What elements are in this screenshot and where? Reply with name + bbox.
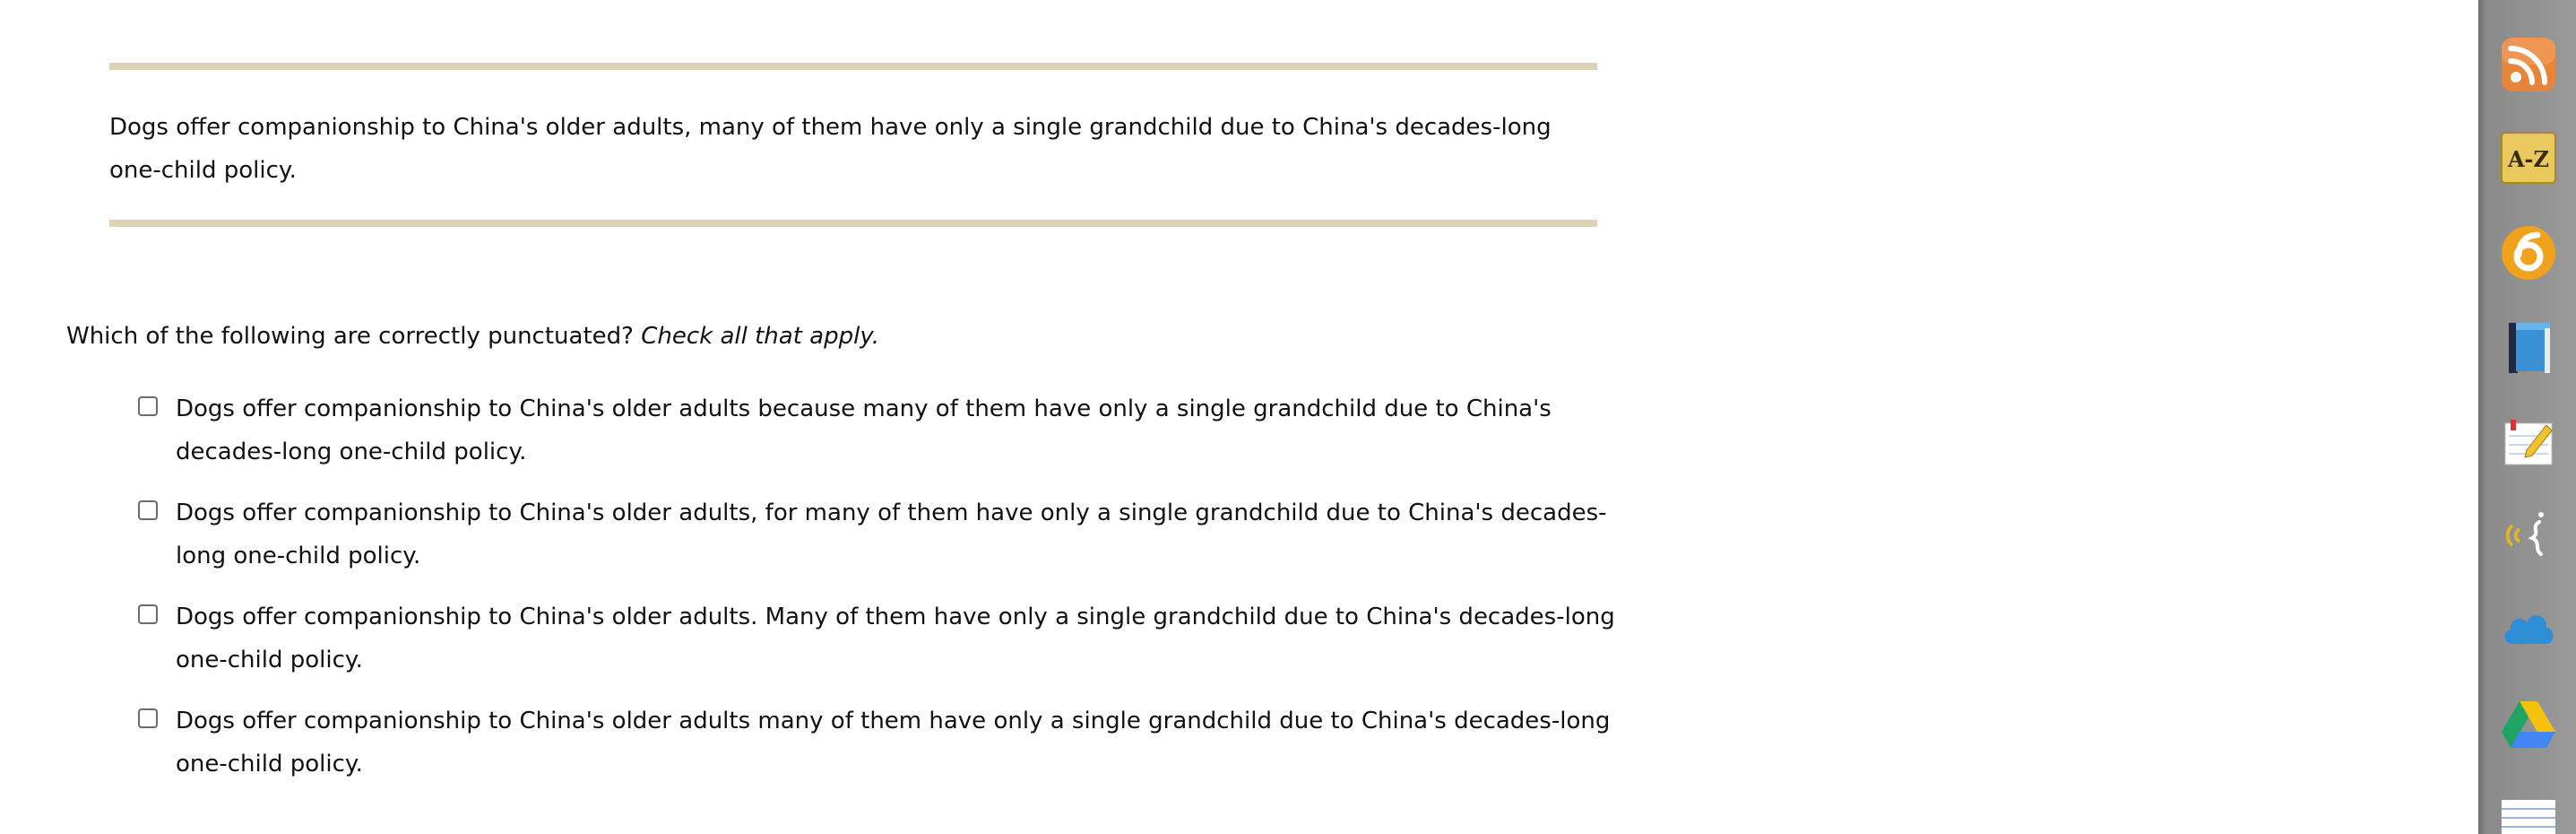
answer-option-4[interactable] bbox=[136, 699, 1660, 804]
quote-bottom-rule bbox=[109, 220, 1597, 227]
quote-text: Dogs offer companionship to China's older adults, many of them have only a single grandchild due to China's decades-long one-child policy. bbox=[109, 114, 1552, 184]
app-dock bbox=[2478, 0, 2576, 834]
option-2-checkbox[interactable] bbox=[138, 500, 158, 520]
option-4-checkbox[interactable] bbox=[138, 708, 158, 728]
rss-feed-icon[interactable] bbox=[2500, 36, 2557, 93]
dictionary-icon-text: A-Z bbox=[2507, 146, 2550, 172]
answer-options bbox=[136, 387, 1660, 804]
question-instruction: Check all that apply. bbox=[641, 323, 879, 350]
option-1-checkbox[interactable] bbox=[138, 396, 158, 416]
option-3-label[interactable]: Dogs offer companionship to China's older adults. Many of them have only a single grandchild due to China's decades-long one-child policy. bbox=[176, 604, 1615, 673]
orange-circle-app-icon[interactable] bbox=[2500, 224, 2557, 282]
lined-paper-icon[interactable] bbox=[2500, 789, 2557, 834]
answer-option-2[interactable] bbox=[136, 491, 1660, 595]
google-drive-icon[interactable] bbox=[2500, 696, 2557, 753]
question-prompt bbox=[66, 315, 879, 358]
quote-top-rule bbox=[109, 63, 1597, 70]
option-2-label[interactable]: Dogs offer companionship to China's older adults, for many of them have only a single grandchild due to China's decades-long one-child policy. bbox=[176, 500, 1607, 569]
answer-option-3[interactable] bbox=[136, 595, 1660, 699]
dictionary-icon[interactable] bbox=[2500, 129, 2557, 187]
speech-sound-icon[interactable] bbox=[2500, 506, 2557, 563]
option-4-label[interactable]: Dogs offer companionship to China's older adults many of them have only a single grandchild due to China's decades-long one-child policy. bbox=[176, 708, 1611, 778]
cloud-icon[interactable] bbox=[2500, 601, 2557, 658]
option-3-checkbox[interactable] bbox=[138, 604, 158, 624]
notepad-pencil-icon[interactable] bbox=[2500, 413, 2557, 470]
answer-option-1[interactable] bbox=[136, 387, 1660, 491]
question-text: Which of the following are correctly punctuated? bbox=[66, 323, 634, 350]
blue-book-icon[interactable] bbox=[2500, 319, 2557, 377]
option-1-label[interactable]: Dogs offer companionship to China's older adults because many of them have only a single grandchild due to China's decades-long one-child policy. bbox=[176, 395, 1552, 465]
